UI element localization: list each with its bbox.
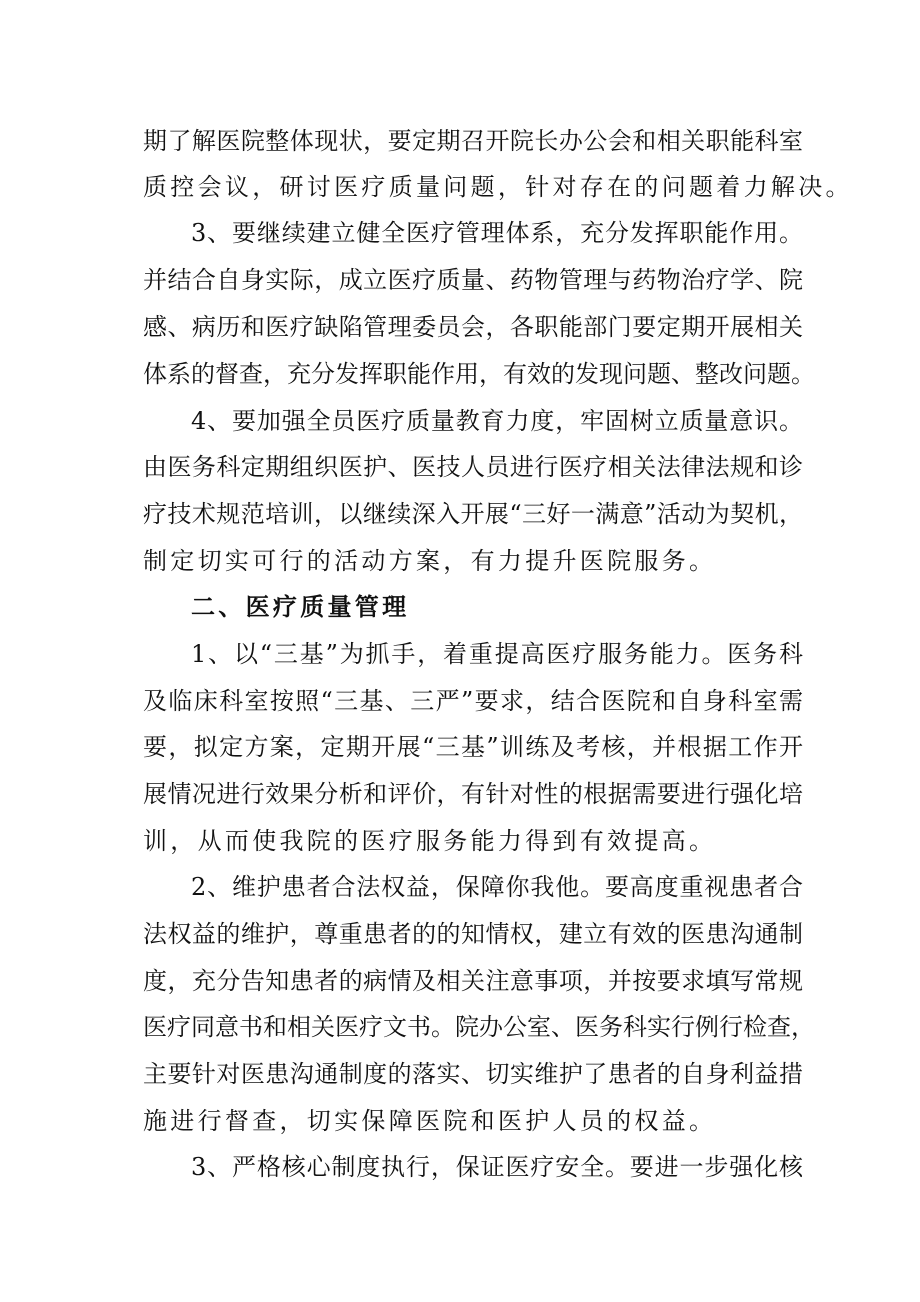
paragraph-line: 1、以“三基”为抓手，着重提高医疗服务能力。医务科 — [191, 640, 803, 668]
paragraph-line: 2、维护患者合法权益，保障你我他。要高度重视患者合 — [191, 873, 803, 901]
paragraph-line: 由医务科定期组织医护、医技人员进行医疗相关法律法规和诊 — [143, 453, 803, 481]
paragraph-line: 制定切实可行的活动方案，有力提升医院服务。 — [143, 547, 717, 575]
paragraph-line: 并结合自身实际，成立医疗质量、药物管理与药物治疗学、院 — [143, 266, 803, 294]
paragraph-line: 医疗同意书和相关医疗文书。院办公室、医务科实行例行检查， — [143, 1013, 815, 1041]
paragraph-line: 质控会议，研讨医疗质量问题，针对存在的问题着力解决。 — [143, 173, 853, 201]
paragraph-line: 疗技术规范培训，以继续深入开展“三好一满意”活动为契机， — [143, 500, 803, 528]
paragraph-line: 3、严格核心制度执行，保证医疗安全。要进一步强化核 — [191, 1153, 803, 1181]
paragraph-line: 及临床科室按照“三基、三严”要求，结合医院和自身科室需 — [143, 687, 803, 715]
paragraph-line: 要，拟定方案，定期开展“三基”训练及考核，并根据工作开 — [143, 733, 803, 761]
paragraph-line: 期了解医院整体现状，要定期召开院长办公会和相关职能科室 — [143, 127, 803, 155]
paragraph-line: 体系的督查，充分发挥职能作用，有效的发现问题、整改问题。 — [143, 360, 815, 388]
paragraph-line: 感、病历和医疗缺陷管理委员会，各职能部门要定期开展相关 — [143, 313, 803, 341]
paragraph-line: 施进行督查，切实保障医院和医护人员的权益。 — [143, 1107, 717, 1135]
section-heading: 二、医疗质量管理 — [191, 592, 410, 621]
paragraph-line: 3、要继续建立健全医疗管理体系，充分发挥职能作用。 — [191, 219, 803, 247]
paragraph-line: 法权益的维护，尊重患者的的知情权，建立有效的医患沟通制 — [143, 920, 803, 948]
paragraph-line: 展情况进行效果分析和评价，有针对性的根据需要进行强化培 — [143, 780, 803, 808]
paragraph-line: 训，从而使我院的医疗服务能力得到有效提高。 — [143, 827, 717, 855]
paragraph-line: 度，充分告知患者的病情及相关注意事项，并按要求填写常规 — [143, 967, 803, 995]
paragraph-line: 4、要加强全员医疗质量教育力度，牢固树立质量意识。 — [191, 407, 803, 435]
paragraph-line: 主要针对医患沟通制度的落实、切实维护了患者的自身利益措 — [143, 1060, 803, 1088]
